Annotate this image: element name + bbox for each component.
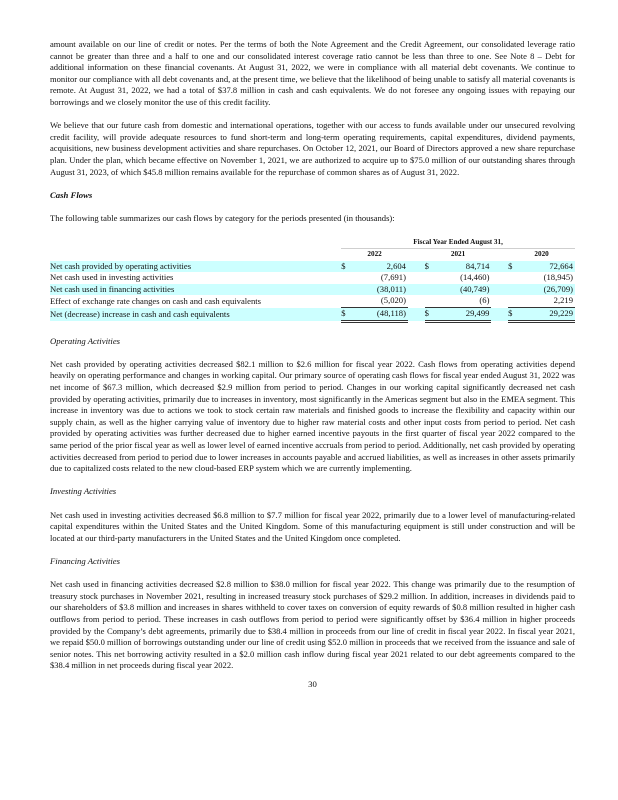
value-2020: 29,229: [521, 308, 575, 322]
value-2021: (14,460): [460, 272, 490, 283]
value-2020: (26,709): [521, 284, 575, 296]
value-2022: (7,691): [380, 272, 406, 283]
fiscal-year-header: Fiscal Year Ended August 31,: [341, 237, 575, 249]
document-page: [50, 39, 575, 689]
value-2021: (6): [437, 295, 491, 307]
currency-symbol: $: [341, 308, 354, 322]
investing-activities-heading: Investing Activities: [50, 486, 117, 497]
year-header-2022: 2022: [367, 250, 382, 259]
value-2022: (38,011): [354, 284, 408, 296]
row-label: Net cash provided by operating activities: [50, 261, 341, 273]
year-header-2021: 2021: [450, 250, 466, 259]
table-row-financing: [50, 284, 575, 296]
future-cash-paragraph: We believe that our future cash from domestic and international operations, together with our access to funds available under our unsecured revolving credit facility, will provide adequate resources to fund short-term and long-term operating requirements, capital expenditures, dividend payments, acquisitions, new business development activities and share repurchases. On October 12, 2021, our Board of Directors approved a new share repurchase plan. Under the plan, which became effective on November 1, 2021, we are authorized to acquire up to $75.0 million of our outstanding shares through August 31, 2023, of which $45.8 million remains available for the repurchase of common shares as of August 31, 2022.: [50, 120, 575, 177]
value-2021: 84,714: [437, 261, 491, 273]
currency-symbol: $: [425, 308, 438, 322]
value-2021: 29,499: [437, 308, 491, 322]
row-label: Net cash used in investing activities: [50, 272, 174, 283]
currency-symbol: $: [425, 261, 438, 273]
year-header-2020: 2020: [534, 250, 549, 259]
value-2022: 2,604: [354, 261, 408, 273]
table-row-operating: [50, 261, 575, 273]
table-row-investing: [50, 272, 575, 284]
currency-symbol: $: [508, 261, 521, 273]
value-2021: (40,749): [437, 284, 491, 296]
cash-flows-table: [50, 237, 575, 323]
operating-activities-heading: Operating Activities: [50, 335, 121, 346]
table-group-header-row: [50, 237, 575, 249]
page-number: 30: [308, 678, 317, 689]
value-2022: (48,118): [354, 308, 408, 322]
investing-activities-paragraph: Net cash used in investing activities decreased $6.8 million to $7.7 million for fiscal year 2022, primarily due to a lower level of manufacturing-related capital expenditures within the United States and the United Kingdom. Some of this manufacturing equipment is still under construction and will be located at our third-party manufacturers in the United States and the United Kingdom once completed.: [50, 509, 575, 543]
cash-flows-heading: Cash Flows: [50, 189, 93, 200]
value-2020: 2,219: [521, 295, 575, 307]
table-row-exchange-rate: [50, 295, 575, 307]
row-label: Net (decrease) increase in cash and cash equivalents: [50, 308, 341, 322]
financing-activities-heading: Financing Activities: [50, 555, 121, 566]
liquidity-paragraph: amount available on our line of credit or notes. Per the terms of both the Note Agreement and the Credit Agreement, our consolidated leverage ratio cannot be greater than three and a half to one and our consolidated interest coverage ratio cannot be less than three to one. See Note 8 – Debt for additional information on these financial covenants. At August 31, 2022, we were in compliance with all material debt covenants. We continue to monitor our compliance with all debt covenants and, at the present time, we believe that the likelihood of being unable to satisfy all material covenants is remote. At August 31, 2022, we had a total of $37.8 million in cash and cash equivalents. We do not foresee any ongoing issues with repaying our borrowings and we closely monitor the use of this credit facility.: [50, 39, 575, 107]
table-year-header-row: [50, 249, 575, 261]
operating-activities-paragraph: Net cash provided by operating activities decreased $82.1 million to $2.6 million for fiscal year 2022. Cash flows from operating activities depend heavily on operating performance and changes in working capital. Our primary source of operating cash flows for fiscal year ended August 31, 2022 was net income of $67.3 million, which decreased $2.9 million from period to period. Changes in our working capital significantly decreased net cash provided by operating activities, primarily due to increases in inventory, most significantly in the Americas segment but also in the EMEA segment. This increase in inventory was due to actions we took to stock certain raw materials and finished goods to increase the flexibility and capacity within our supply chain, as well as the higher carrying value of inventory due to higher raw material costs and other input costs from period to period. Net cash provided by operating activities was further decreased due to higher earned incentive payouts in the first quarter of fiscal year 2022 compared to the same period of the prior fiscal year as well as lower level of earned incentive accruals from period to period. Additionally, net cash provided by operating activities decreased from period to period due to lower increases in accounts payable and accrued liabilities, as well as increases in other assets primarily due to capitalized costs related to the new cloud-based ERP system which we are currently implementing.: [50, 358, 575, 474]
value-2020: (18,945): [543, 272, 573, 283]
table-row-net-change: [50, 308, 575, 322]
financing-activities-paragraph: Net cash used in financing activities decreased $2.8 million to $38.0 million for fiscal year 2022. This change was primarily due to the resumption of treasury stock purchases in November 2021, resulting in increased treasury stock purchases of $29.2 million. In addition, increases in dividends paid to our shareholders of $3.8 million and increases in shares withheld to cover taxes on conversion of equity rewards of $0.8 million resulted in higher cash outflows from period to period. These increases in cash outflows from period to period were significantly offset by $36.4 million in higher proceeds provided by the Company’s debt agreements, primarily due to $38.4 million in proceeds from our line of credit in fiscal year 2022. In fiscal year 2021, we repaid $50.0 million of borrowings outstanding under our line of credit using $52.0 million in proceeds that we received from the issuance and sale of senior notes. This net borrowing activity resulted in a $2.0 million cash inflow during fiscal year 2021 related to our debt agreements compared to the $38.4 million in net proceeds during fiscal year 2022.: [50, 579, 575, 671]
row-label: Net cash used in financing activities: [50, 284, 341, 296]
cash-flows-intro: The following table summarizes our cash flows by category for the periods presented (in thousands):: [50, 212, 395, 223]
currency-symbol: $: [508, 308, 521, 322]
value-2020: 72,664: [521, 261, 575, 273]
row-label: Effect of exchange rate changes on cash and cash equivalents: [50, 295, 262, 306]
currency-symbol: $: [341, 261, 354, 273]
value-2022: (5,020): [354, 295, 408, 307]
